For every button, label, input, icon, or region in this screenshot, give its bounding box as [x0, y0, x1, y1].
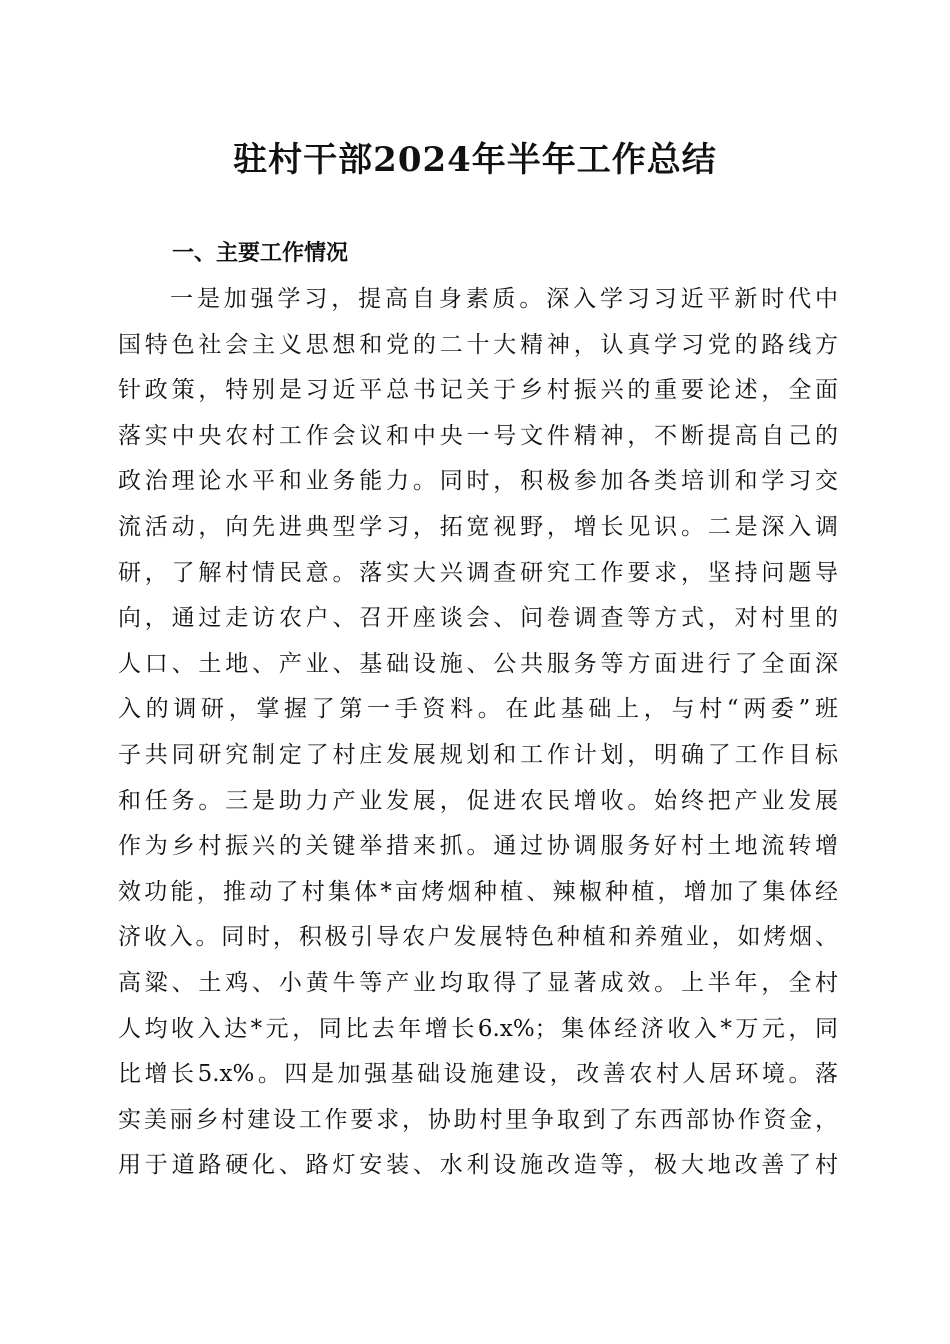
paragraph-line: 流活动，向先进典型学习，拓宽视野，增长见识。二是深入调	[118, 513, 838, 540]
paragraph-line: 针政策，特别是习近平总书记关于乡村振兴的重要论述，全面	[118, 377, 838, 404]
paragraph-line: 人口、土地、产业、基础设施、公共服务等方面进行了全面深	[118, 650, 838, 677]
paragraph-line: 作为乡村振兴的关键举措来抓。通过协调服务好村土地流转增	[118, 833, 838, 860]
paragraph-line: 高粱、土鸡、小黄牛等产业均取得了显著成效。上半年，全村	[118, 969, 838, 996]
paragraph-line: 实美丽乡村建设工作要求，协助村里争取到了东西部协作资金，	[118, 1106, 838, 1133]
section-heading: 一、主要工作情况	[172, 241, 349, 266]
paragraph-line: 子共同研究制定了村庄发展规划和工作计划，明确了工作目标	[118, 741, 838, 768]
paragraph-line: 研，了解村情民意。落实大兴调查研究工作要求，坚持问题导	[118, 559, 838, 586]
paragraph-line: 入的调研，掌握了第一手资料。在此基础上，与村“两委”班	[118, 696, 838, 723]
paragraph-line: 和任务。三是助力产业发展，促进农民增收。始终把产业发展	[118, 787, 838, 814]
paragraph-line: 效功能，推动了村集体*亩烤烟种植、辣椒种植，增加了集体经	[118, 878, 838, 905]
paragraph-line: 比增长5.x%。四是加强基础设施建设，改善农村人居环境。落	[118, 1061, 838, 1088]
paragraph-line: 落实中央农村工作会议和中央一号文件精神，不断提高自己的	[118, 422, 838, 449]
paragraph-line: 国特色社会主义思想和党的二十大精神，认真学习党的路线方	[118, 331, 838, 358]
paragraph-line: 一是加强学习，提高自身素质。深入学习习近平新时代中	[170, 286, 838, 312]
paragraph-line: 向，通过走访农户、召开座谈会、问卷调查等方式，对村里的	[118, 605, 838, 632]
paragraph-line: 用于道路硬化、路灯安装、水利设施改造等，极大地改善了村	[118, 1152, 838, 1179]
page-title: 驻村干部2024年半年工作总结	[233, 140, 717, 180]
body-paragraph	[118, 277, 838, 1189]
paragraph-line: 人均收入达*元，同比去年增长6.x%；集体经济收入*万元，同	[118, 1015, 838, 1042]
paragraph-line: 济收入。同时，积极引导农户发展特色种植和养殖业，如烤烟、	[118, 924, 838, 951]
paragraph-line: 政治理论水平和业务能力。同时，积极参加各类培训和学习交	[118, 468, 838, 495]
